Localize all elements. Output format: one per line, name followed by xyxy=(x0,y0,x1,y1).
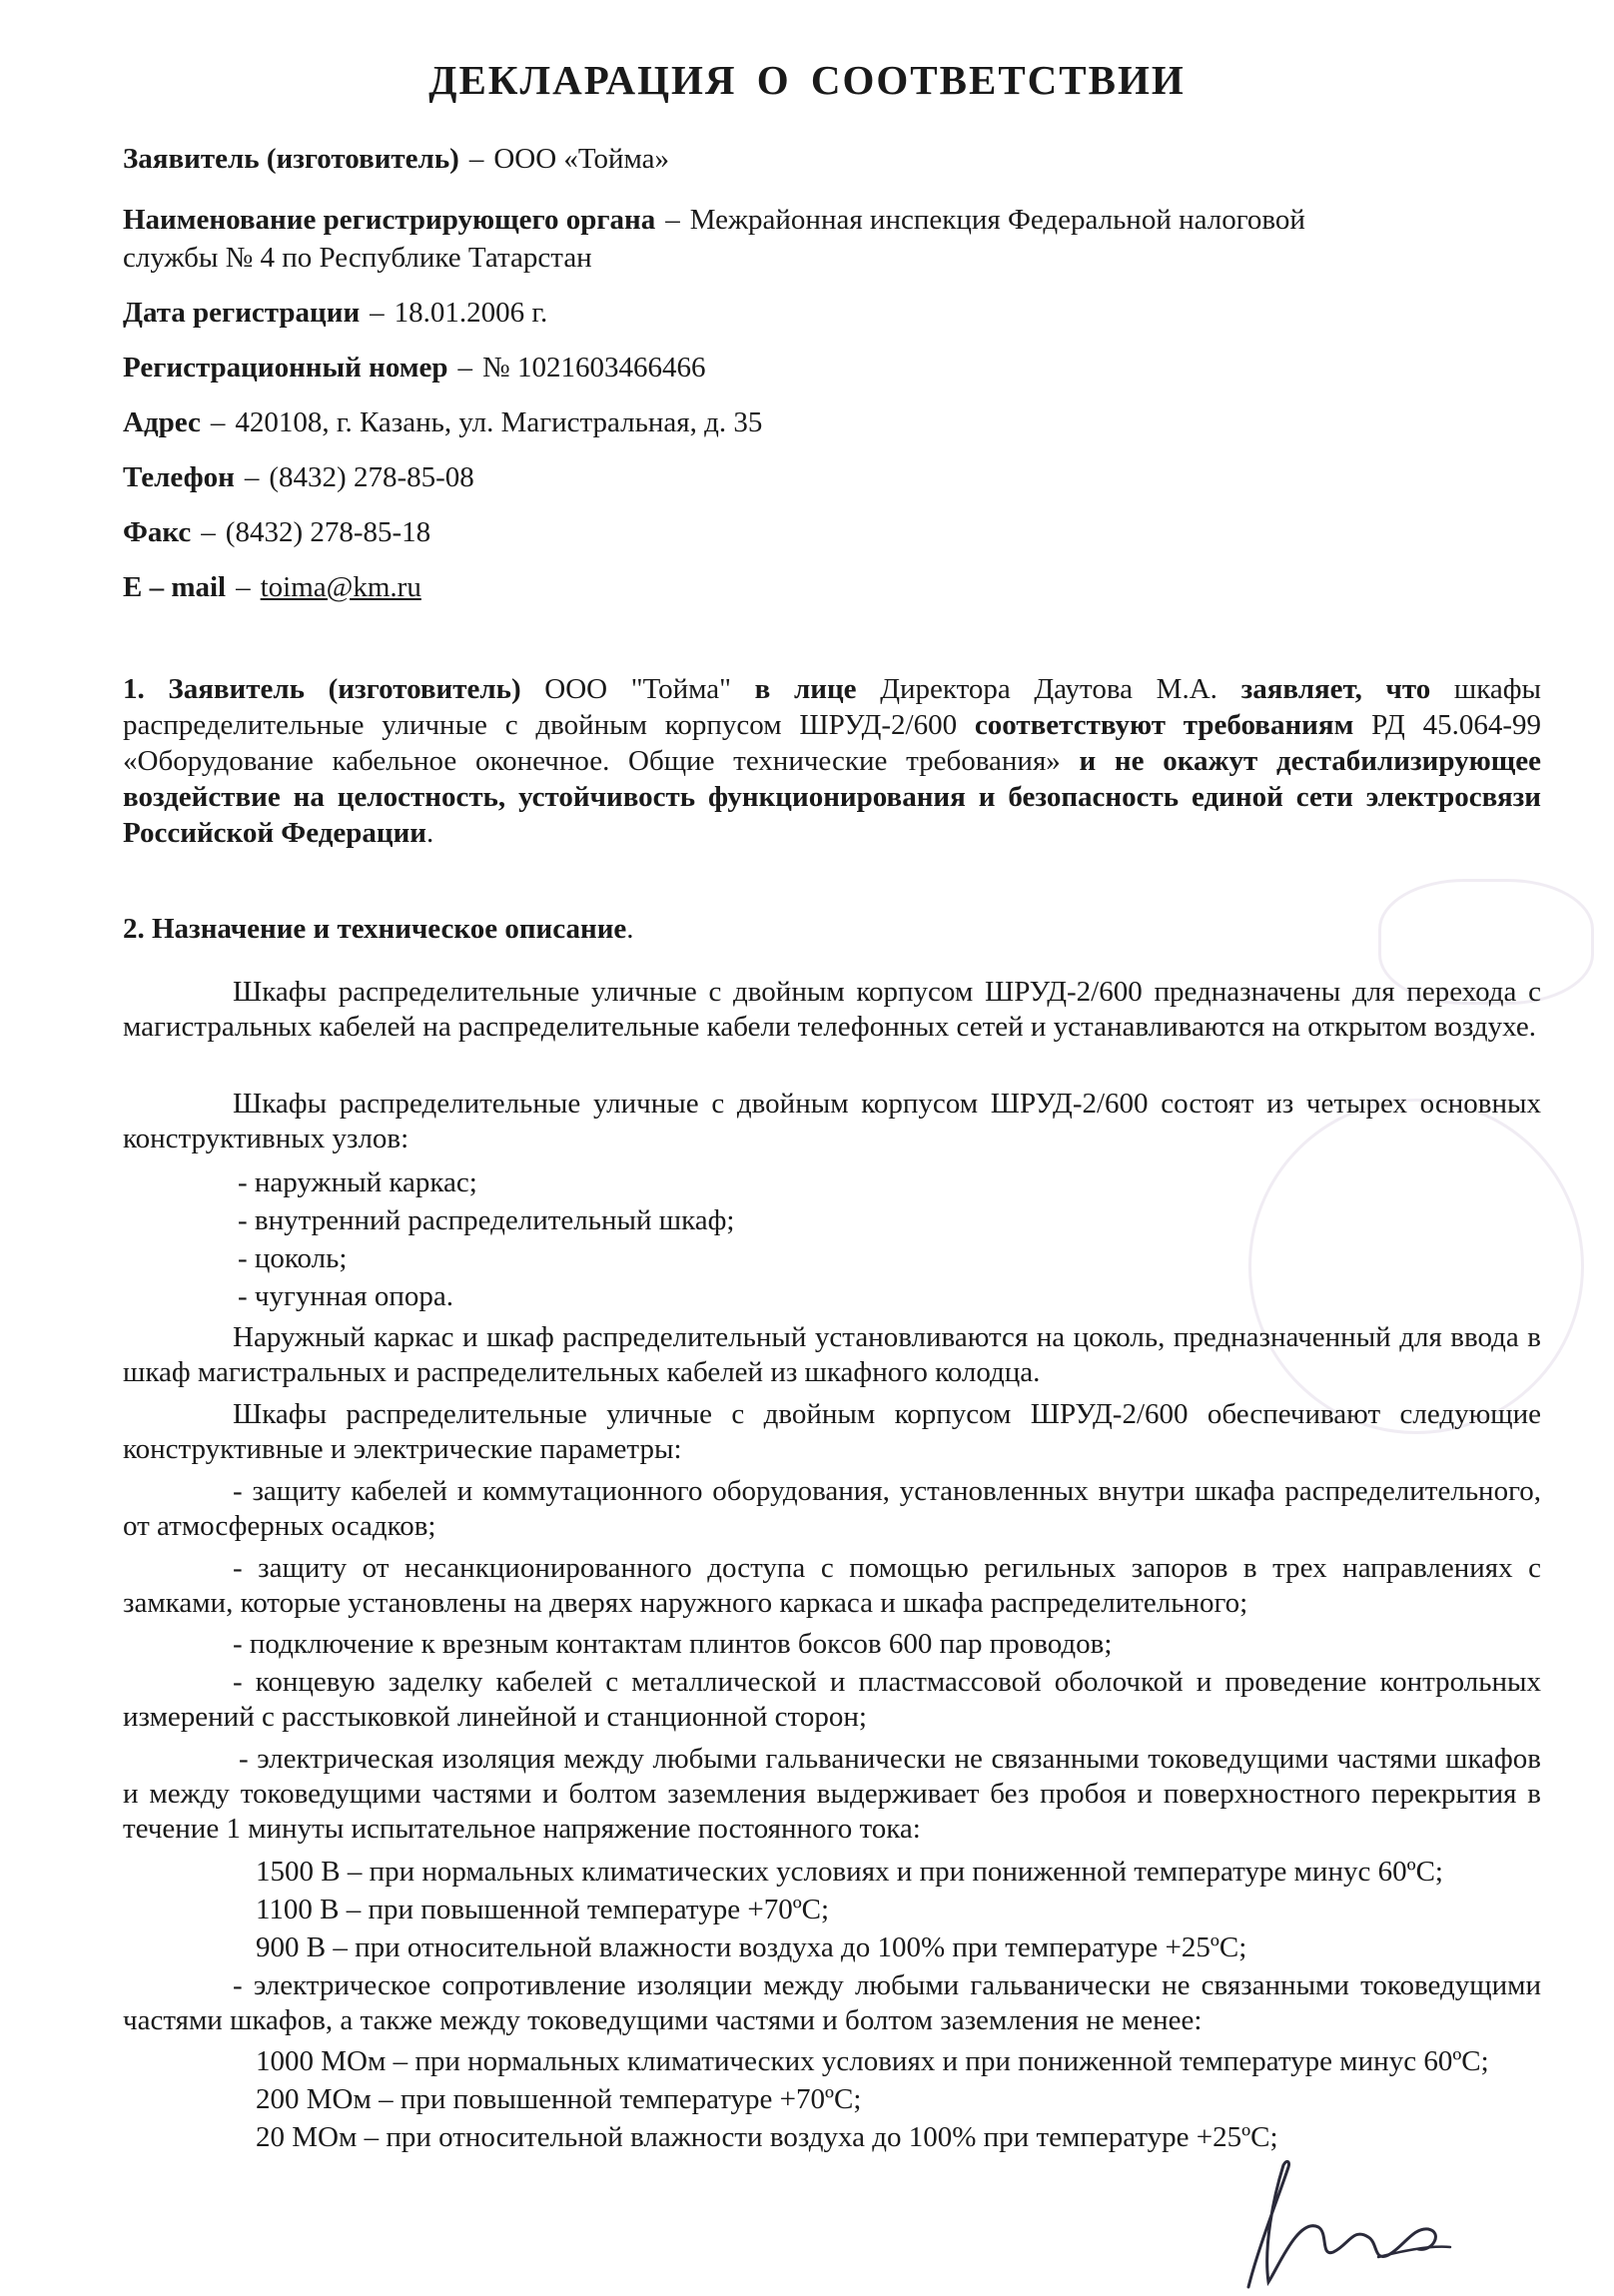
test-voltage-line: 1500 В – при нормальных климатических условиях и при пониженной температуре минус 60ºС; xyxy=(256,1856,1443,1888)
reg-number-value: № 1021603466466 xyxy=(482,352,706,383)
parameter-item: - электрическая изоляция между любыми гальванически не связанными токоведущими частями шкафов и между токоведущими частями и болтом заземления выдерживает без пробоя и поверхностного перекрытия в течение 1 минуты испытательное напряжение постоянного тока: xyxy=(123,1743,1541,1845)
unit-list-item: - внутренний распределительный шкаф; xyxy=(238,1204,735,1236)
section-1-in-person: в лице xyxy=(754,673,857,705)
phone-label: Телефон xyxy=(123,461,235,493)
registrar-value: Межрайонная инспекция Федеральной налоговой xyxy=(689,204,1305,236)
section-1-director: Директора Даутова М.А. xyxy=(880,673,1217,705)
parameter-item: - защиту от несанкционированного доступа с помощью регильных запоров в трех направлениях с замками, которые установлены на дверях наружного каркаса и шкафа распределительного; xyxy=(123,1552,1541,1619)
parameter-item: - защиту кабелей и коммутационного оборудования, установленных внутри шкафа распределительного, от атмосферных осадков; xyxy=(123,1475,1541,1542)
test-voltage-line: 900 В – при относительной влажности воздуха до 100% при температуре +25ºС; xyxy=(256,1931,1247,1963)
fax-value: (8432) 278-85-18 xyxy=(225,516,431,548)
phone-value: (8432) 278-85-08 xyxy=(269,461,474,493)
insulation-resistance-line: 20 МОм – при относительной влажности воздуха до 100% при температуре +25ºС; xyxy=(256,2121,1278,2153)
applicant-value: ООО «Тойма» xyxy=(493,143,669,175)
section-2-paragraph-parameters: Шкафы распределительные уличные с двойным корпусом ШРУД-2/600 обеспечивают следующие конструктивные и электрические параметры: xyxy=(123,1398,1541,1465)
reg-date-field: Дата регистрации – 18.01.2006 г. xyxy=(123,297,548,329)
address-value: 420108, г. Казань, ул. Магистральная, д. 35 xyxy=(235,406,763,438)
section-2-paragraph-installation: Наружный каркас и шкаф распределительный установливаются на цоколь, предназначенный для ввода в шкаф магистральных и распределительных кабелей из шкафного колодца. xyxy=(123,1321,1541,1388)
section-2-heading-end: . xyxy=(626,913,634,945)
applicant-label: Заявитель (изготовитель) xyxy=(123,143,459,175)
parameter-item: - подключение к врезным контактам плинтов боксов 600 пар проводов; xyxy=(233,1628,1113,1660)
unit-list-item: - цоколь; xyxy=(238,1242,348,1274)
reg-number-field: Регистрационный номер – № 1021603466466 xyxy=(123,352,706,383)
section-1-company: ООО "Тойма" xyxy=(544,673,731,705)
phone-field: Телефон – (8432) 278-85-08 xyxy=(123,461,474,493)
fax-label: Факс xyxy=(123,516,192,548)
email-link[interactable]: toima@km.ru xyxy=(260,571,421,603)
section-1-declares: заявляет, что xyxy=(1240,673,1431,705)
reg-number-label: Регистрационный номер xyxy=(123,352,448,383)
email-field: E – mail – toima@km.ru xyxy=(123,571,421,603)
document-title: ДЕКЛАРАЦИЯ О СООТВЕТСТВИИ xyxy=(428,57,1186,103)
section-1-tail: и не окажут дестабилизирующее воздействие на целостность, устойчивость функционирования и безопасность единой сети электросвязи Российской Федерации xyxy=(123,745,1541,849)
email-label: E – mail xyxy=(123,571,227,603)
unit-list-item: - наружный каркас; xyxy=(238,1166,477,1198)
reg-date-value: 18.01.2006 г. xyxy=(394,297,548,329)
section-2-paragraph-structure: Шкафы распределительные уличные с двойным корпусом ШРУД-2/600 состоят из четырех основных конструктивных узлов: xyxy=(123,1088,1541,1154)
parameter-item: - электрическое сопротивление изоляции между любыми гальванически не связанными токоведущими частями шкафов, а также между токоведущими частями и болтом заземления не менее: xyxy=(123,1969,1541,2036)
address-label: Адрес xyxy=(123,406,201,438)
test-voltage-line: 1100 В – при повышенной температуре +70ºС; xyxy=(256,1894,830,1925)
section-2-paragraph-purpose: Шкафы распределительные уличные с двойным корпусом ШРУД-2/600 предназначены для перехода с магистральных кабелей на распределительные кабели телефонных сетей и устанавливаются на открытом воздухе. xyxy=(123,976,1541,1043)
section-1-number-label: 1. Заявитель (изготовитель) xyxy=(123,673,521,705)
section-1-declaration xyxy=(123,671,1541,851)
reg-date-label: Дата регистрации xyxy=(123,297,361,329)
handwritten-signature xyxy=(1228,2157,1458,2296)
section-1-product: шкафы распределительные уличные с двойным корпусом ШРУД-2/600 xyxy=(123,673,1542,741)
parameter-item: - концевую заделку кабелей с металлической и пластмассовой оболочкой и проведение контрольных измерений с расстыковкой линейной и станционной сторон; xyxy=(123,1666,1541,1733)
registrar-label: Наименование регистрирующего органа xyxy=(123,204,656,236)
section-2-heading xyxy=(123,913,634,946)
address-field: Адрес – 420108, г. Казань, ул. Магистральная, д. 35 xyxy=(123,406,763,438)
section-1-conform: соответствуют требованиям xyxy=(974,709,1354,741)
unit-list-item: - чугунная опора. xyxy=(238,1280,454,1312)
insulation-resistance-line: 1000 МОм – при нормальных климатических условиях и при пониженной температуре минус 60ºС; xyxy=(256,2045,1489,2077)
insulation-resistance-line: 200 МОм – при повышенной температуре +70ºС; xyxy=(256,2083,862,2115)
section-1-standard: РД 45.064-99 «Оборудование кабельное оконечное. Общие технические требования» xyxy=(123,709,1542,777)
fax-field: Факс – (8432) 278-85-18 xyxy=(123,516,431,548)
registrar-value-line2: службы № 4 по Республике Татарстан xyxy=(123,242,592,274)
applicant-field: Заявитель (изготовитель) – ООО «Тойма» xyxy=(123,143,669,175)
section-1-end: . xyxy=(426,817,434,849)
section-2-heading-text: 2. Назначение и техническое описание xyxy=(123,913,627,945)
registrar-field: Наименование регистрирующего органа – Межрайонная инспекция Федеральной налоговой службы № 4 по Республике Татарстан xyxy=(123,204,1305,274)
